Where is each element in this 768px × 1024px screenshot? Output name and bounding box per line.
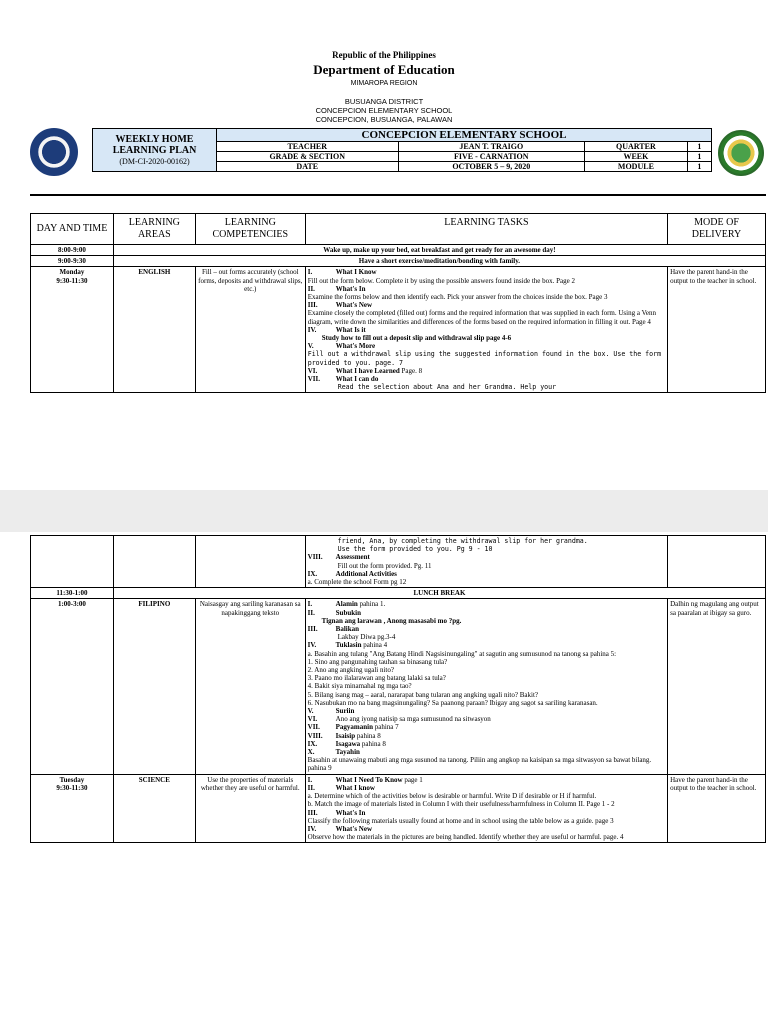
mode-cell: Have the parent hand-in the output to the teacher in school. xyxy=(668,267,766,393)
table-row-science xyxy=(31,774,766,843)
activity-cell: Have a short exercise/meditation/bonding with family. xyxy=(113,256,765,267)
day-time-cell: Monday 9:30-11:30 xyxy=(31,267,114,393)
day-time-cell: 1:00-3:00 xyxy=(31,599,114,774)
document-page-2 xyxy=(0,532,768,1024)
whlp-info-table xyxy=(92,128,712,172)
tasks-cell: I. Alamin pahina 1. II. Subukin Tignan ang larawan , Anong masasabi mo ?pg. III. Balikan Lakbay Diwa pg.3-4 IV. Tuklasin pahina 4 a. Basahin ang tulang "Ang Batang Hindi Nagsisinungaling" at sagutin ang sumusunod na tanong sa pahina 5: 1. Sino ang pangunahing tauhan sa binasang tula? 2. Ano ang angking ugali nito? 3. Paano mo ilalarawan ang batang lalaki sa tula? 4. Bakit siya minamahal ng mga tao? 5. Bilang isang mag – aaral, nararapat bang tularan ang angking ugali nito? Bakit? 6. Nasubukan mo na bang magsinungaling? Sa paanong paraan? Ibigay ang sagot sa sariling karanasan. V. Suriin VI. Ano ang iyong natisip sa mga sumusunod na sitwasyon VII. Pagyamanin pahina 7 VIII. Isaisip pahina 8 IX. Isagawa pahina 8 X. Tayahin Basahin at unawaing mabuti ang mga susunod na tanong. Piliin ang angkop na kaisipan sa mga sitwasyon sa bawat bilang. pahina 9 xyxy=(305,599,667,774)
activity-cell: LUNCH BREAK xyxy=(113,588,765,599)
document-page-1 xyxy=(0,0,768,490)
table-row-lunch xyxy=(31,588,766,599)
time-cell: 8:00-9:00 xyxy=(31,245,114,256)
col-learning-tasks: LEARNING TASKS xyxy=(305,214,667,245)
learning-plan-table xyxy=(30,213,766,393)
teacher-value: JEAN T. TRAIGO xyxy=(398,142,585,152)
table-row-english xyxy=(31,267,766,393)
table-row xyxy=(31,245,766,256)
activity-cell: Wake up, make up your bed, eat breakfast and get ready for an awesome day! xyxy=(113,245,765,256)
week-label: WEEK xyxy=(585,152,688,162)
week-value: 1 xyxy=(687,152,711,162)
area-cell: ENGLISH xyxy=(113,267,195,393)
address-line: CONCEPCION, BUSUANGA, PALAWAN xyxy=(315,115,453,124)
module-value: 1 xyxy=(687,162,711,172)
grade-value: FIVE - CARNATION xyxy=(398,152,585,162)
republic-line: Republic of the Philippines xyxy=(332,50,436,60)
district-line: BUSUANGA DISTRICT xyxy=(344,97,424,106)
table-row-english-continued xyxy=(31,536,766,588)
col-competencies: LEARNING COMPETENCIES xyxy=(195,214,305,245)
table-row xyxy=(31,256,766,267)
mode-cell: Dalhin ng magulang ang output sa paaralan at ibigay sa guro. xyxy=(668,599,766,774)
day-time-cell: Tuesday 9:30-11:30 xyxy=(31,774,114,843)
module-label: MODULE xyxy=(585,162,688,172)
date-label: DATE xyxy=(217,162,399,172)
competency-cell: Naisasgay ang sariling karanasan sa napakinggang teksto xyxy=(195,599,305,774)
quarter-value: 1 xyxy=(687,142,711,152)
tasks-cell: I. What I Know Fill out the form below. Complete it by using the possible answers found inside the box. Page 2 II. What's In Examine the forms below and then identify each. Pick your answer from the choices inside the box. Page 3 III. What's New Examine closely the completed (filled out) forms and the required information that was supplied in each form. Using a Venn diagram, write down the similarities and differences of the forms based on the required information in filling it out. Page 4 IV. What Is it Study how to fill out a deposit slip and withdrawal slip page 4-6 V. What's More Fill out a withdrawal slip using the suggested information found in the box. Use the form provided to you. page. 7 VI. What I have Learned Page. 8 VII. What I can do Read the selection about Ana and her Grandma. Help your xyxy=(305,267,667,393)
time-cell: 11:30-1:00 xyxy=(31,588,114,599)
tasks-cell: friend, Ana, by completing the withdrawal slip for her grandma. Use the form provided to you. Pg 9 - 10 VIII. Assessment Fill out the form provided. Pg. 11 IX. Additional Activities a. Complete the school Form pg 12 xyxy=(305,536,667,588)
school-header: CONCEPCION ELEMENTARY SCHOOL xyxy=(217,129,712,142)
grade-label: GRADE & SECTION xyxy=(217,152,399,162)
date-value: OCTOBER 5 – 9, 2020 xyxy=(398,162,585,172)
table-row-filipino xyxy=(31,599,766,774)
memo-code: (DM-CI-2020-00162) xyxy=(119,156,190,166)
area-cell: FILIPINO xyxy=(113,599,195,774)
competency-cell: Use the properties of materials whether they are useful or harmful. xyxy=(195,774,305,843)
header-divider xyxy=(30,194,766,196)
competency-cell: Fill – out forms accurately (school forms, deposits and withdrawal slips, etc.) xyxy=(195,267,305,393)
quarter-label: QUARTER xyxy=(585,142,688,152)
district-block xyxy=(0,97,768,124)
school-seal-icon xyxy=(718,130,764,176)
whlp-title: WEEKLY HOME LEARNING PLAN (DM-CI-2020-00162) xyxy=(93,129,217,172)
col-day-time: DAY AND TIME xyxy=(31,214,114,245)
time-cell: 9:00-9:30 xyxy=(31,256,114,267)
mode-cell: Have the parent hand-in the output to the teacher in school. xyxy=(668,774,766,843)
teacher-label: TEACHER xyxy=(217,142,399,152)
deped-seal-icon xyxy=(30,128,78,176)
table-header-row xyxy=(31,214,766,245)
tasks-cell: I. What I Need To Know page 1 II. What I know a. Determine which of the activities below is desirable or harmful. Write D if desirable or H if harmful. b. Match the image of materials listed in Column I with their usefulness/harmfulness in Column II. Page 1 - 2 III. What's In Classify the following materials usually found at home and in school using the table below as a guide. page 3 IV. What's New Observe how the materials in the pictures are being handled. Identify whether they are useful or harmful. page. 4 xyxy=(305,774,667,843)
col-learning-areas: LEARNING AREAS xyxy=(113,214,195,245)
school-line: CONCEPCION ELEMENTARY SCHOOL xyxy=(315,106,453,115)
col-mode-delivery: MODE OF DELIVERY xyxy=(668,214,766,245)
area-cell: SCIENCE xyxy=(113,774,195,843)
region-line: MIMAROPA REGION xyxy=(350,80,418,87)
department-line: Department of Education xyxy=(313,62,455,77)
learning-plan-table-continued xyxy=(30,535,766,843)
